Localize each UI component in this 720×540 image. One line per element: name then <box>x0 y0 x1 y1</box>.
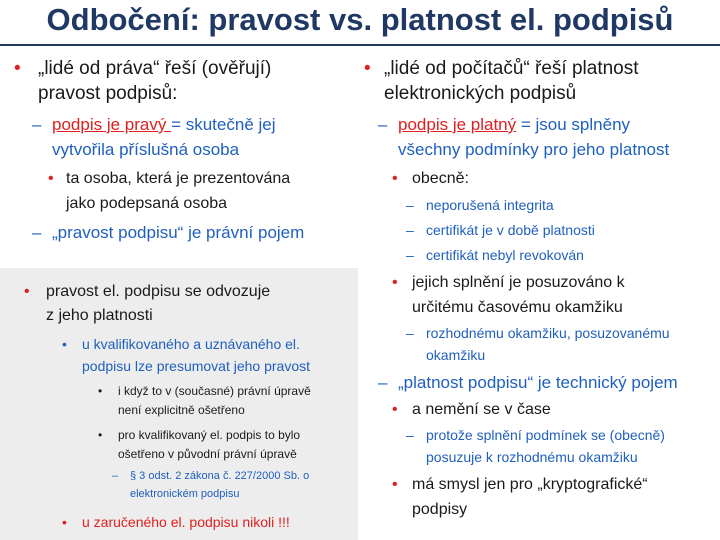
bullet-icon: • <box>392 274 398 291</box>
right-item-computer: • „lidé od počítačů“ řeší platnost elektronických podpisů <box>364 58 639 104</box>
box-law-reference: – § 3 odst. 2 zákona č. 227/2000 Sb. o elektronickém podpisu <box>0 467 358 503</box>
bullet-icon: • <box>14 58 21 79</box>
dash-icon: – <box>406 222 414 238</box>
right-crypto: • má smysl jen pro „kryptografické“ podpisy <box>362 472 720 522</box>
left-legal-term: – „pravost podpisu“ je právní pojem <box>0 220 355 245</box>
bullet-icon: • <box>364 58 371 79</box>
left-item-lawyers: • „lidé od práva“ řeší (ověřují) pravost podpisů: <box>14 58 272 104</box>
box-original-law: • pro kvalifikovaný el. podpis to bylo ošetřeno v původní právní úpravě <box>98 428 301 461</box>
right-condition: – certifikát je v době platnosti <box>362 218 720 243</box>
dash-icon: – <box>32 223 42 242</box>
right-assessment: • jejich splnění je posuzováno k určitému časovému okamžiku <box>362 270 720 320</box>
bullet-icon: • <box>392 170 398 187</box>
bullet-icon: • <box>98 428 103 442</box>
right-because: – protože splnění podmínek se (obecně) posuzuje k rozhodnému okamžiku <box>362 424 720 468</box>
term-valid: podpis je platný <box>398 115 517 134</box>
bullet-icon: • <box>392 401 398 418</box>
left-definition: – podpis je pravý = skutečně jej vytvořila příslušná osoba <box>0 112 355 162</box>
dash-icon: – <box>406 197 414 213</box>
bullet-icon: • <box>392 476 398 493</box>
dash-icon: – <box>406 247 414 263</box>
bullet-icon: • <box>62 514 67 530</box>
box-item-derived: • pravost el. podpisu se odvozuje z jeho platnosti <box>0 280 358 328</box>
bullet-icon: • <box>24 283 30 300</box>
right-general: • obecně: <box>362 166 720 191</box>
title-underline <box>0 44 720 46</box>
slide-title: Odbočení: pravost vs. platnost el. podpisů <box>46 2 674 37</box>
term-authentic: podpis je pravý <box>52 115 172 134</box>
box-current-law: • i když to v (současné) právní úpravě není explicitně ošetřeno <box>98 384 311 417</box>
left-person: • ta osoba, která je prezentována jako podepsaná osoba <box>0 166 355 216</box>
right-moment: – rozhodnému okamžiku, posuzovanému okamžiku <box>362 322 720 366</box>
right-condition: – neporušená integrita <box>362 193 720 218</box>
box-content <box>0 280 358 533</box>
bullet-icon: • <box>62 336 67 352</box>
dash-icon: – <box>406 427 414 443</box>
right-no-change: • a nemění se v čase <box>362 397 720 422</box>
dash-icon: – <box>112 470 119 482</box>
left-column <box>0 56 355 245</box>
dash-icon: – <box>378 373 388 392</box>
dash-icon: – <box>406 325 414 341</box>
dash-icon: – <box>378 115 388 134</box>
bullet-icon: • <box>48 170 54 187</box>
right-technical-term: – „platnost podpisu“ je technický pojem <box>362 370 720 395</box>
box-presume: • u kvalifikovaného a uznávaného el. podpisu lze presumovat jeho pravost <box>0 333 358 377</box>
right-definition: – podpis je platný = jsou splněny všechny podmínky pro jeho platnost <box>362 112 720 162</box>
box-not-advanced: • u zaručeného el. podpisu nikoli !!! <box>0 511 358 533</box>
dash-icon: – <box>32 115 42 134</box>
bullet-icon: • <box>98 384 103 398</box>
right-condition: – certifikát nebyl revokován <box>362 243 720 268</box>
right-column <box>362 56 720 522</box>
